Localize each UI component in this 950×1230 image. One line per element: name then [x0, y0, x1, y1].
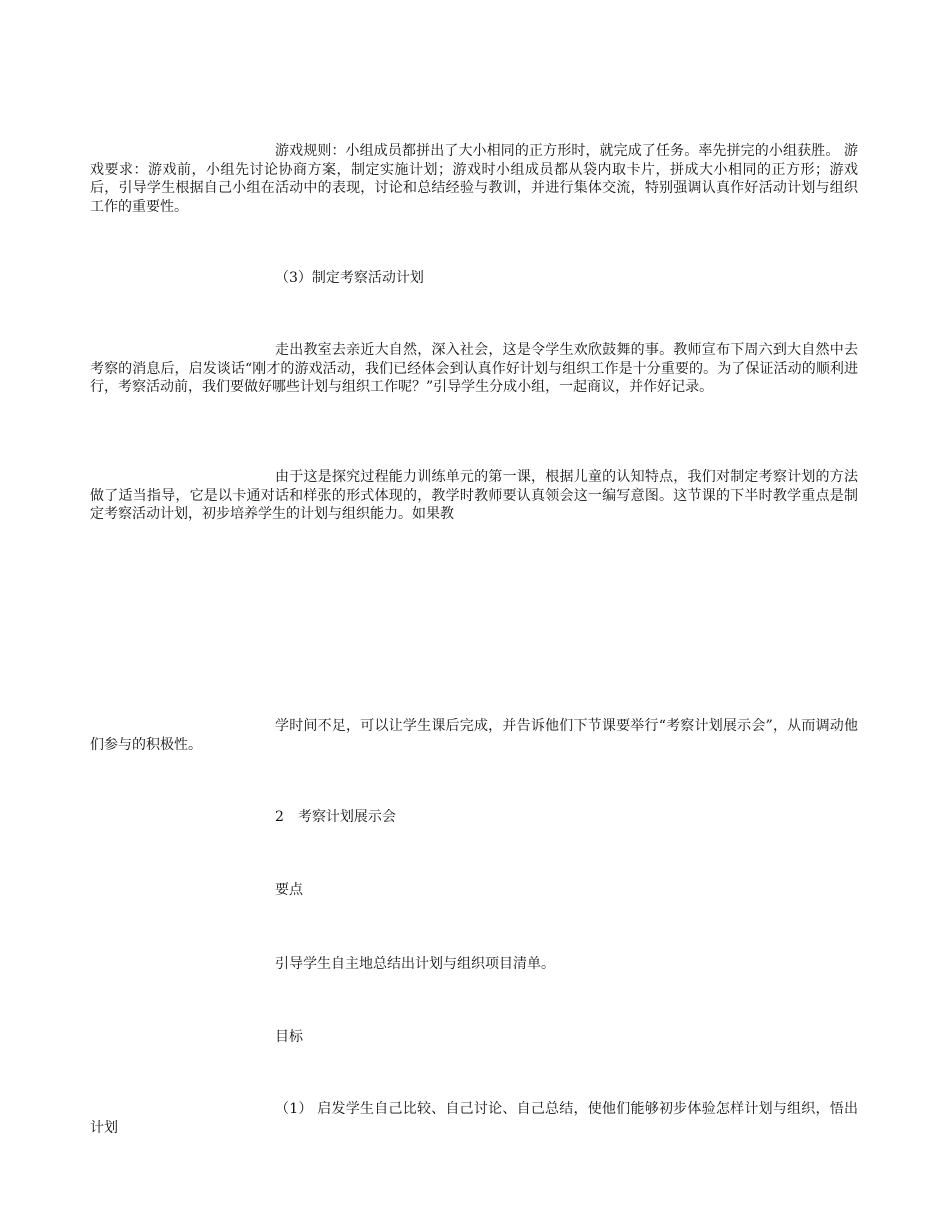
paragraph-field-trip: 走出教室去亲近大自然，深入社会，这是令学生欢欣鼓舞的事。教师宣布下周六到大自然中去考察的消息后，启发谈话“刚才的游戏活动，我们已经体会到认真作好计划与组织工作是十分重要的。为了保证活动的顺利进行，考察活动前，我们要做好哪些计划与组织工作呢？”引导学生分成小组，一起商议，并作好记录。 — [90, 342, 858, 395]
paragraph-teaching-note: 由于这是探究过程能力训练单元的第一课，根据儿童的认知特点，我们对制定考察计划的方法做了适当指导，它是以卡通对话和样张的形式体现的，教学时教师要认真领会这一编写意图。这节课的下半时教学重点是制定考察活动计划，初步培养学生的计划与组织能力。如果教 — [90, 469, 858, 522]
heading-goals: 目标 — [275, 1029, 303, 1045]
heading-key-points: 要点 — [275, 882, 303, 898]
heading-plan-exhibition — [275, 808, 396, 826]
heading-number: 2 — [275, 809, 284, 825]
paragraph-game-rules: 游戏规则：小组成员都拼出了大小相同的正方形时，就完成了任务。率先拼完的小组获胜。 游戏要求：游戏前，小组先讨论协商方案，制定实施计划；游戏时小组成员都从袋内取卡片，拼成大小相同的正方形；游戏后，引导学生根据自己小组在活动中的表现，讨论和总结经验与教训，并进行集体交流，特别强调认真作好活动计划与组织工作的重要性。 — [90, 143, 858, 215]
heading-text: 考察计划展示会 — [297, 809, 396, 825]
paragraph-time-note: 学时间不足，可以让学生课后完成，并告诉他们下节课要举行“考察计划展示会”，从而调动他们参与的积极性。 — [90, 718, 858, 753]
paragraph-key-point-text: 引导学生自主地总结出计划与组织项目清单。 — [275, 956, 555, 972]
paragraph-goal-1: （1） 启发学生自己比较、自己讨论、自己总结，使他们能够初步体验怎样计划与组织，悟出计划 — [90, 1101, 858, 1136]
heading-make-plan: （3）制定考察活动计划 — [275, 270, 424, 286]
